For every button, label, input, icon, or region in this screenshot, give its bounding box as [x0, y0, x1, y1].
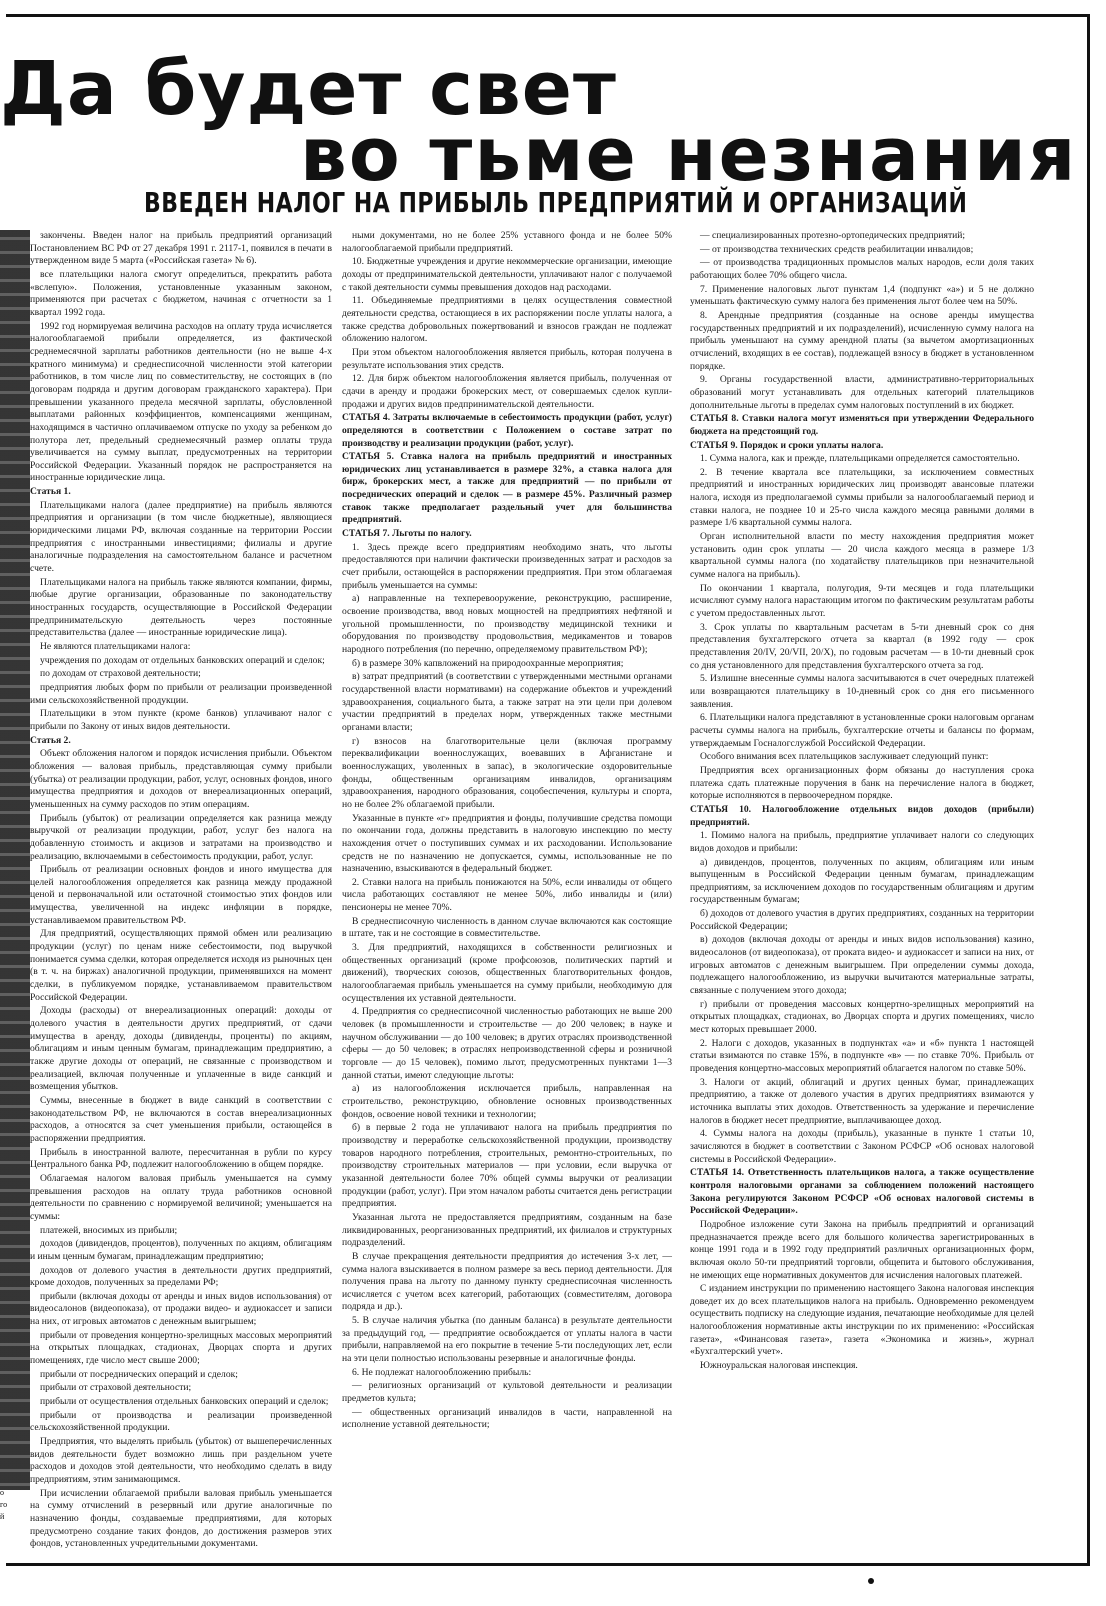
- headline-line-2: во тьме незнания: [300, 112, 1078, 198]
- article-paragraph: доходов (дивидендов, процентов), полученных по акциям, облигациям и иным ценным бумагам, принадлежащим предприятию;: [30, 1238, 332, 1262]
- article-paragraph: б) в размере 30% капвложений на природоохранные мероприятия;: [352, 657, 624, 669]
- article-paragraph: 5. В случае наличия убытка (по данным баланса) в результате деятельности за предыдущий год, — предприятие освобождается от уплаты налога в части прибыли, направляемой на его покрытие в течение 5-ти последующих лет, если на эти цели полностью использованы резервные и аналогичные фонды.: [342, 1315, 672, 1365]
- article-paragraph: по доходам от страховой деятельности;: [40, 668, 201, 680]
- article-paragraph: Для предприятий, осуществляющих прямой обмен или реализацию продукции (услуг) по ценам ниже себестоимости, под выручкой понимается сумма сделки, которая определяется исходя из рыночных цен (в т. ч. на биржах) аналогичной продукции, применявшихся на момент сделки, в публикуемом порядке, устанавливаемом правительством Российской Федерации.: [30, 928, 332, 1003]
- article-paragraph: Указанные в пункте «г» предприятия и фонды, получившие средства помощи по окончании года, должны представить в налоговую инспекцию по месту нахождения отчет о поступивших суммах и их расходовании. Использование средств не по назначению не допускается, суммы, использованные не по назначению, взыскиваются в федеральный бюджет.: [342, 812, 672, 875]
- article-paragraph: прибыли от проведения концертно-зрелищных массовых мероприятий на открытых площадках, стадионах, Дворцах спорта и других помещениях, где число мест свыше 2000;: [30, 1329, 332, 1367]
- article-paragraph: Объект обложения налогом и порядок исчисления прибыли. Объектом обложения — валовая прибыль, представляющая сумму прибыли (убытка) от реализации продукции, работ, услуг, основных фондов, иного имущества предприятия и доходов от внереализационных операций, уменьшенных на сумму расходов по этим операциям.: [30, 748, 332, 810]
- article-paragraph: б) в первые 2 года не уплачивают налога на прибыль предприятия по производству и переработке сельскохозяйственной продукции, производству товаров народного потребления, строительных, ремонтно-строительных, по производству строительных материалов — при условии, если выручка от указанной деятельности более 70% общей суммы выручки от реализации продукции (работ, услуг). При этом началом работы считается день регистрации предприятия.: [342, 1122, 672, 1210]
- article-paragraph: прибыли от посреднических операций и сделок;: [40, 1368, 238, 1380]
- article-paragraph: 6. Не подлежат налогообложению прибыль:: [352, 1366, 532, 1378]
- article-paragraph: Доходы (расходы) от внереализационных операций: доходы от долевого участия в деятельности других предприятий, от сдачи имущества в аренду, доходы (дивиденды, проценты) по акциям, облигациям и иным ценным бумагам, принадлежащим предприятию, а также другие доходы от операций, не связанные с производством и реализацией, включая полученные и уплаченные в виде санкций и возмещения убытков.: [30, 1005, 332, 1093]
- article-paragraph: 1. Сумма налога, как и прежде, плательщиками определяется самостоятельно.: [700, 453, 1020, 465]
- headline-line-1: Да будет свет: [0, 46, 617, 132]
- article-paragraph: В случае прекращения деятельности предприятия до истечения 3-х лет, — сумма налога взыскивается в полном размере за весь период деятельности. Для получения права на льготу по данному пункту среднесписочная численность исчисляется с учетом всех категорий, работающих (совместителям, договора подряда и др.).: [342, 1250, 672, 1313]
- edge-fragment: й: [0, 1512, 5, 1521]
- scan-binding-edge: [0, 230, 30, 1490]
- article-paragraph: а) из налогообложения исключается прибыль, направленная на строительство, реконструкцию, обновление основных производственных фондов, освоение новой техники и технологии;: [342, 1083, 672, 1120]
- article-paragraph: СТАТЬЯ 4. Затраты включаемые в себестоимость продукции (работ, услуг) определяются в соответствии с Положением о составе затрат по производству и реализации продукции (работ, услуг).: [342, 412, 672, 449]
- article-paragraph: Не являются плательщиками налога:: [40, 641, 191, 652]
- article-paragraph: СТАТЬЯ 10. Налогообложение отдельных видов доходов (прибыли) предприятий.: [690, 803, 1034, 828]
- article-paragraph: СТАТЬЯ 14. Ответственность плательщиков налога, а также осуществление контроля налоговыми органами за соблюдением положений настоящего Закона регулируются Законом РСФСР «Об основах налоговой системы в Российской Федерации».: [690, 1167, 1034, 1217]
- article-paragraph: — от производства технических средств реабилитации инвалидов;: [700, 243, 974, 255]
- article-paragraph: — общественных организаций инвалидов в части, направленной на исполнение уставной деятельности;: [342, 1406, 672, 1431]
- article-paragraph: б) доходов от долевого участия в других предприятиях, созданных на территории Российской Федерации;: [690, 908, 1034, 932]
- article-paragraph: СТАТЬЯ 8. Ставки налога могут изменяться при утверждении Федерального бюджета на предстоящий год.: [690, 413, 1034, 437]
- article-paragraph: 3. Срок уплаты по квартальным расчетам в 5-ти дневный срок со дня представления бухгалтерского отчета за квартал (в 1992 году — срок представления 20/IV, 20/VII, 20/X), по годовым расчетам — в 10-ти дневный срок со дня установленного для представления бухгалтерского отчета за год.: [690, 621, 1034, 671]
- article-paragraph: 4. Предприятия со среднесписочной численностью работающих не выше 200 человек (в промышленности и строительстве — до 200 человек; в науке и научном обслуживании — до 100 человек; в других отраслях производственной сферы — до 50 человек; в отраслях непроизводственной сферы и розничной торговле — до 15 человек), помимо льгот, предусмотренных пунктами 1—3 данной статьи, имеют следующие льготы:: [342, 1006, 672, 1081]
- article-paragraph: — религиозных организаций от культовой деятельности и реализации предметов культа;: [342, 1380, 672, 1405]
- article-paragraph: СТАТЬЯ 7. Льготы по налогу.: [342, 528, 472, 540]
- article-paragraph: 3. Для предприятий, находящихся в собственности религиозных и общественных организаций (кроме профсоюзов, политических партий и движений), творческих союзов, общественных благотворительных фондов, налогооблагаемая прибыль уменьшается на сумму прибыли, необходимую для осуществления их уставной деятельности.: [342, 942, 672, 1004]
- article-paragraph: 1992 год нормируемая величина расходов на оплату труда исчисляется налогооблагаемой прибыли определяется, из фактической среднемесячной зарплаты работников деятельности (но не выше 4-х кратного минимума) и среднесписочной численности этой категории работников, в том числе лиц по совместительству, не состоящих в (по договорам подряда и другим договорам гражданского характера). При превышении указанного предела месячной зарплаты, обусловленной выплатами районных коэффициентов, компенсациями женщинам, находящимся в частично оплачиваемом отпуске по уходу за ребенком до полутора лет, предельный среднемесячный размер оплаты труда увеличивается на сумму выплат, предусмотренных на территории Российской Федерации. Указанный порядок не распространяется на иностранные юридические лица.: [30, 320, 332, 484]
- article-paragraph: 2. Ставки налога на прибыль понижаются на 50%, если инвалиды от общего числа работающих составляют не менее 50%, либо инвалиды и (или) пенсионеры не менее 70%.: [342, 876, 672, 914]
- article-paragraph: Статья 1.: [30, 486, 71, 498]
- article-paragraph: 1. Здесь прежде всего предприятиям необходимо знать, что льготы предоставляются при наличии фактически произведенных затрат и расходов за счет прибыли, остающейся в распоряжении предприятия. При этом облагаемая прибыль уменьшается на суммы:: [342, 541, 672, 591]
- article-paragraph: прибыли (включая доходы от аренды и иных видов использования) от видеосалонов (видеопоказа), от продажи видео- и аудиокассет и записи на них, от игровых автоматов с денежным выигрышем;: [30, 1290, 332, 1328]
- article-paragraph: СТАТЬЯ 9. Порядок и сроки уплаты налога.: [690, 439, 884, 451]
- article-paragraph: С изданием инструкции по применению настоящего Закона налоговая инспекция доведет их до всех плательщиков налога на прибыль. Одновременно рекомендуем осуществить подписку на следующие издания, печатающие необходимые для целей налогообложения нормативные акты инструкции по их применению: «Российская газета», «Финансовая газета», газета «Экономика и жизнь», журнал «Бухгалтерский учет».: [690, 1283, 1034, 1358]
- article-paragraph: доходов от долевого участия в деятельности других предприятий, кроме доходов, полученных за пределами РФ;: [30, 1264, 332, 1289]
- article-paragraph: а) дивидендов, процентов, полученных по акциям, облигациям или иным выпущенным в Российской Федерации ценным бумагам, принадлежащим предприятиям, за исключением доходов по государственным облигациям и другим государственным бумагам;: [690, 856, 1034, 906]
- article-paragraph: 10. Бюджетные учреждения и другие некоммерческие организации, имеющие доходы от предпринимательской деятельности, уплачивают налог с получаемой с такой деятельности суммы превышения доходов над расходами.: [342, 256, 672, 293]
- article-column-1: [30, 230, 332, 1550]
- print-speck: [868, 1578, 874, 1584]
- article-paragraph: платежей, вносимых из прибыли;: [40, 1224, 178, 1236]
- article-paragraph: в) доходов (включая доходы от аренды и иных видов использования) казино, видеосалонов (от видеопоказа), от проката видео- и аудиокассет и записи на них, от игровых автоматов с денежным выигрышем. При определении суммы дохода, подлежащего налогообложению, из выручки вычитаются материальные затраты, связанные с получением этого дохода;: [690, 934, 1034, 997]
- article-paragraph: 2. В течение квартала все плательщики, за исключением совместных предприятий и иностранных юридических лиц производят авансовые платежи налога, исходя из предполагаемой суммы прибыли за налогооблагаемый период и ставки налога, не позднее 10 и 25-го числа каждого месяца равными долями в размере 1/6 квартальной суммы налога.: [690, 466, 1034, 529]
- article-paragraph: учреждения по доходам от отдельных банковских операций и сделок;: [40, 654, 325, 666]
- article-paragraph: закончены. Введен налог на прибыль предприятий организаций Постановлением ВС РФ от 27 декабря 1991 г. 2117-1, появился в печати в утвержденном виде 5 марта («Российская газета» № 6).: [30, 230, 332, 267]
- article-paragraph: В среднесписочную численность в данном случае включаются как состоящие в штате, так и не состоящие в совместительстве.: [342, 915, 672, 940]
- article-paragraph: Плательщиками налога на прибыль также являются компании, фирмы, любые другие организации, образованные по законодательству иностранных государств, осуществляющие в Российской Федерации предпринимательскую деятельность через постоянные представительства (далее — иностранные юридические лица).: [30, 576, 332, 639]
- article-paragraph: 11. Объединяемые предприятиями в целях осуществления совместной деятельности средства, остающиеся в их распоряжении после уплаты налога, а также средства добровольных пожертвований и взносов граждан не подлежат обложению налогом.: [342, 295, 672, 345]
- article-paragraph: все плательщики налога смогут определиться, прекратить работа «вслепую». Положения, установленные указанным законом, применяются при расчетах с бюджетом, начиная с отчетности за 1 квартал 1992 года.: [30, 268, 332, 318]
- article-paragraph: 7. Применение налоговых льгот пунктам 1,4 (подпункт «а») и 5 не должно уменьшать фактическую сумму налога без применения льгот более чем на 50%.: [690, 283, 1034, 308]
- article-paragraph: При этом объектом налогообложения является прибыль, которая получена в результате использования этих средств.: [342, 346, 672, 371]
- article-paragraph: Плательщиками налога (далее предприятие) на прибыль являются предприятия и организации (в том числе бюджетные), являющиеся юридическими лицами РФ, включая созданные на территории России предприятия с иностранными инвестициями; филиалы и другие аналогичные подразделения на самостоятельном балансе и расчетном счете.: [30, 499, 332, 575]
- article-paragraph: Предприятия, что выделять прибыль (убыток) от вышеперечисленных видов деятельности будет возможно лишь при раздельном учете расходов и доходов этой деятельности, что необходимо сделать в виду предприятиям, этим занимающимся.: [30, 1436, 332, 1485]
- article-paragraph: Подробное изложение сути Закона на прибыль предприятий и организаций предназначается прежде всего для большого количества зарегистрированных в конце 1991 года и в 1992 году предприятий различных организационных форм, включая около 50-ти предприятий торговли, общепита и бытового обслуживания, не имеющих еще нормативных документов для исчисления налоговых платежей.: [690, 1218, 1034, 1281]
- article-paragraph: 6. Плательщики налога представляют в установленные сроки налоговым органам расчеты суммы налога на прибыль, бухгалтерские отчеты и балансы по формам, утверждаемым Госналогслужбой Российской Федерации.: [690, 712, 1034, 749]
- article-paragraph: г) взносов на благотворительные цели (включая программу переквалификации военнослужащих, воевавших в Афганистане и военнослужащих, уволенных в запас), в экологические оздоровительные фонды, общественным организациям инвалидов, организациям здравоохранения, народного образования, соцобеспечения, культуры и спорта, но не более 2% облагаемой прибыли.: [342, 735, 672, 810]
- article-paragraph: Орган исполнительной власти по месту нахождения предприятия может установить один срок уплаты — 20 числа каждого месяца в размере 1/3 квартальной суммы налога (по ходатайству плательщиков при незначительной сумме налога на прибыль).: [690, 531, 1034, 581]
- article-paragraph: Плательщики в этом пункте (кроме банков) уплачивают налог с прибыли по Закону от иных видов деятельности.: [30, 708, 332, 732]
- article-paragraph: СТАТЬЯ 5. Ставка налога на прибыль предприятий и иностранных юридических лиц устанавливается в размере 32%, а ставка налога для бирж, брокерских мест, а также для предприятий — по прибыли от посреднических операций и сделок — в размере 45%. Различный размер ставок также предполагает раздельный учет для большинства предприятий.: [342, 451, 672, 526]
- article-paragraph: Прибыль от реализации основных фондов и иного имущества для целей налогообложения определяется как разница между продажной ценой и первоначальной или остаточной стоимостью этих фондов или имущества, увеличенной на индекс инфляции в порядке, устанавливаемом правительством РФ.: [30, 864, 332, 926]
- article-paragraph: 8. Арендные предприятия (созданные на основе аренды имущества государственных предприятий и их подразделений), исчисленную сумму налога на прибыль уменьшают на сумму арендной платы (за вычетом амортизационных отчислений, входящих в ее состав), подлежащей взносу в бюджет в установленном порядке.: [690, 309, 1034, 372]
- article-paragraph: — от производства традиционных промыслов малых народов, если доля таких работающих более 70% общего числа.: [690, 257, 1034, 281]
- article-paragraph: Прибыль в иностранной валюте, пересчитанная в рубли по курсу Центрального банка РФ, подлежит налогообложению в общем порядке.: [30, 1146, 332, 1171]
- article-paragraph: 9. Органы государственной власти, административно-территориальных образований могут устанавливать для отдельных категорий плательщиков дополнительные льготы в пределах сумм налоговых поступлений в их бюджет.: [690, 374, 1034, 411]
- article-paragraph: Особого внимания всех плательщиков заслуживает следующий пункт:: [700, 751, 989, 763]
- article-paragraph: Облагаемая налогом валовая прибыль уменьшается на сумму превышения расходов на оплату труда работников основной деятельности по сравнению с нормируемой величиной; уменьшается на суммы:: [30, 1172, 332, 1222]
- article-paragraph: Суммы, внесенные в бюджет в виде санкций в соответствии с законодательством РФ, не включаются в состав внереализационных расходов, а относятся за счет уменьшения прибыли, остающейся в распоряжении предприятия.: [30, 1094, 332, 1144]
- article-paragraph: прибыли от осуществления отдельных банковских операций и сделок;: [40, 1396, 329, 1408]
- article-paragraph: 3. Налоги от акций, облигаций и других ценных бумаг, принадлежащих предприятию, а также от долевого участия в других предприятиях взимаются у источника выплаты этих доходов. Ответственность за удержание и перечисление налогов в бюджет несет предприятие, выплачивающее доход.: [690, 1076, 1034, 1126]
- article-paragraph: 1. Помимо налога на прибыль, предприятие уплачивает налоги со следующих видов доходов и прибыли:: [690, 830, 1034, 854]
- article-paragraph: а) направленные на техперевооружение, реконструкцию, расширение, освоение производства, ввод новых мощностей на предприятиях нефтяной и угольной промышленности, по производству медицинской техники и оборудования по производству продовольствия, медикаментов и товаров народного потребления (по перечню, определяемому правительством РФ);: [342, 593, 672, 655]
- article-paragraph: прибыли от производства и реализации произведенной сельскохозяйственной продукции.: [30, 1409, 332, 1434]
- article-paragraph: прибыли от страховой деятельности;: [40, 1382, 192, 1394]
- article-paragraph: Прибыль (убыток) от реализации определяется как разница между выручкой от реализации продукции, работ, услуг без налога на добавленную стоимость и акцизов и затратами на производство и реализацию, включаемыми в себестоимость продукции, работ, услуг.: [30, 812, 332, 862]
- article-paragraph: По окончании 1 квартала, полугодия, 9-ти месяцев и года плательщики исчисляют сумму налога нарастающим итогом по фактическим результатам работы с учетом предоставленных льгот.: [690, 582, 1034, 620]
- article-paragraph: Указанная льгота не предоставляется предприятиям, созданным на базе ликвидированных, реорганизованных предприятий, их филиалов и структурных подразделений.: [342, 1211, 672, 1249]
- article-paragraph: Статья 2.: [30, 734, 71, 746]
- subheading: ВВЕДЕН НАЛОГ НА ПРИБЫЛЬ ПРЕДПРИЯТИЙ И ОРГАНИЗАЦИЙ: [144, 188, 968, 220]
- article-paragraph: 2. Налоги с доходов, указанных в подпунктах «а» и «б» пункта 1 настоящей статьи взимаются по ставке 15%, в подпункте «в» — по ставке 70%. Прибыль от проведения концертно-массовых мероприятий облагается налогом по ставке 50%.: [690, 1037, 1034, 1074]
- edge-fragment: го: [0, 1500, 8, 1509]
- article-paragraph: 4. Суммы налога на доходы (прибыль), указанные в пункте 1 статьи 10, зачисляются в бюджет в соответствии с Законом РСФСР «Об основах налоговой системы в Российской Федерации».: [690, 1128, 1034, 1165]
- article-paragraph: При исчислении облагаемой прибыли валовая прибыль уменьшается на сумму отчислений в резервный или другие аналогичные по назначению фонды, создаваемые предприятиями, для которых предусмотрено создание таких фондов, до достижения размеров этих фондов, установленных учредительными документами.: [30, 1487, 332, 1550]
- article-paragraph: г) прибыли от проведения массовых концертно-зрелищных мероприятий на открытых площадках, стадионах, во Дворцах спорта и других помещениях, число мест которых превышает 2000.: [690, 998, 1034, 1036]
- article-paragraph: 12. Для бирж объектом налогообложения является прибыль, полученная от сдачи в аренду и продажи брокерских мест, от совершаемых сделок купли-продажи и других видов предпринимательской деятельности.: [342, 373, 672, 410]
- article-paragraph: Предприятия всех организационных форм обязаны до наступления срока платежа сдать платежные поручения в банк на перечисление налога в бюджет, которые исполняются в первоочередном порядке.: [690, 764, 1034, 802]
- article-paragraph: в) затрат предприятий (в соответствии с утвержденными местными органами государственной власти нормативами) на содержание объектов и учреждений здравоохранения, социального быта, а также затрат на эти цели при долевом участии предприятий в пределах норм, утвержденных также местными органами власти;: [342, 671, 672, 733]
- article-paragraph: — специализированных протезно-ортопедических предприятий;: [700, 230, 966, 241]
- edge-fragment: о: [0, 1488, 4, 1497]
- article-paragraph: Южноуральская налоговая инспекция.: [700, 1360, 858, 1372]
- article-column-3: [690, 230, 1034, 1530]
- article-paragraph: 5. Излишне внесенные суммы налога засчитываются в счет очередных платежей или возвращаются плательщику в 10-дневный срок со дня его письменного заявления.: [690, 673, 1034, 710]
- article-column-2: [342, 230, 672, 1530]
- article-paragraph: ными документами, но не более 25% уставного фонда и не более 50% налогооблагаемой прибыли предприятий.: [342, 230, 672, 254]
- article-paragraph: предприятия любых форм по прибыли от реализации произведенной ими сельскохозяйственной продукции.: [30, 681, 332, 706]
